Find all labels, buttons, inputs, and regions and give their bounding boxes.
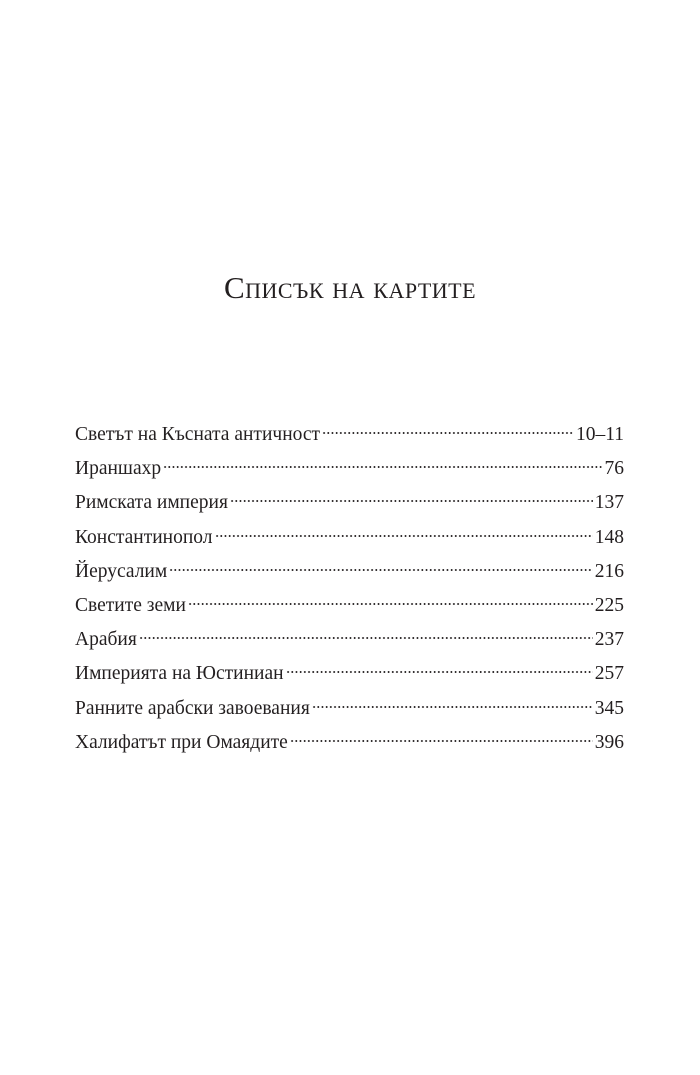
dot-leader [230,498,593,504]
toc-entry-label: Светът на Късната античност [75,424,321,445]
toc-entry-page: 396 [594,731,624,753]
page-title: Списък на картите [223,270,477,305]
toc-entry-page: 137 [594,492,624,514]
toc-entry-page: 237 [594,629,624,651]
dot-leader [169,567,593,573]
toc-entry [75,623,624,657]
toc-entry [75,521,624,555]
dot-leader [215,533,593,539]
toc-entry-label: Ираншахр [75,458,162,480]
toc-entry-page: 76 [604,458,624,480]
dot-leader [286,669,593,675]
dot-leader [188,601,593,607]
dot-leader [139,635,593,641]
toc-entry [75,692,624,726]
toc-entry [75,418,624,452]
toc-entry-label: Светите земи [75,594,186,616]
toc-entry-label: Халифатът при Омаядите [75,731,288,753]
toc-entry [75,589,624,623]
toc-entry-page: 216 [594,560,624,582]
toc-entry-page: 225 [594,594,624,616]
dot-leader [290,738,593,744]
maps-list [75,418,624,760]
toc-entry-label: Ранните арабски завоевания [75,697,310,719]
toc-entry-label: Константинопол [75,526,213,548]
dot-leader [163,464,602,470]
toc-entry-label: Римската империя [75,492,228,514]
dot-leader [312,704,593,710]
dot-leader [322,430,574,436]
toc-entry [75,555,624,589]
toc-entry [75,452,624,486]
toc-entry-page: 10–11 [575,424,624,445]
toc-entry-label: Арабия [75,629,137,651]
toc-entry-page: 345 [594,697,624,719]
toc-entry-label: Йерусалим [75,560,168,582]
toc-entry-label: Империята на Юстиниан [75,663,284,685]
toc-entry [75,486,624,520]
toc-entry-page: 257 [594,663,624,685]
toc-entry [75,657,624,691]
toc-entry [75,726,624,760]
toc-entry-page: 148 [594,526,624,548]
